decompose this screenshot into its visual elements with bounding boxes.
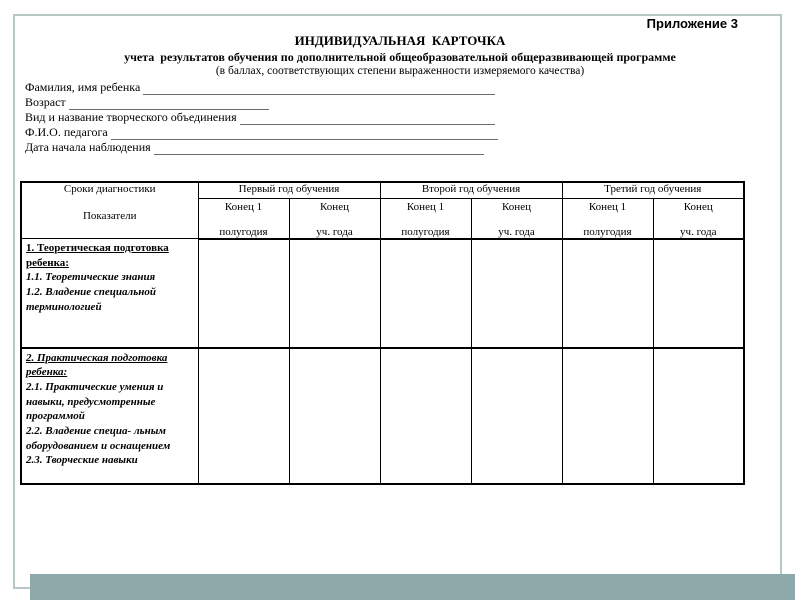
table-row-practical xyxy=(21,348,744,484)
year-3-header: Третий год обучения xyxy=(562,182,744,198)
field-label-start-date: Дата начала наблюдения xyxy=(25,140,151,154)
score-cell xyxy=(198,239,289,348)
card-subtitle: учета результатов обучения по дополнительной общеобразовательной общеразвивающей программе xyxy=(124,50,676,64)
field-row-age xyxy=(25,95,498,110)
header-fields xyxy=(25,80,498,155)
field-label-child-name: Фамилия, имя ребенка xyxy=(25,80,141,94)
diagnostics-table xyxy=(20,181,745,485)
corner-header-cell xyxy=(21,182,198,239)
fill-in-line-teacher xyxy=(111,127,498,140)
year-header-row xyxy=(21,182,744,198)
fill-in-line-age xyxy=(69,97,269,110)
fill-in-line-start-date xyxy=(154,142,484,155)
year2-half-header xyxy=(380,198,471,239)
period-label: уч. года xyxy=(316,225,353,238)
score-cell xyxy=(562,239,653,348)
period-label: полугодия xyxy=(219,225,268,238)
indicator-item: 1.1. Теоретические знания xyxy=(26,271,156,284)
score-cell xyxy=(653,239,744,348)
score-cell xyxy=(289,239,380,348)
table-row-theoretical xyxy=(21,239,744,348)
year-1-header: Первый год обучения xyxy=(198,182,380,198)
score-cell xyxy=(380,239,471,348)
year2-end-header xyxy=(471,198,562,239)
corner-header-indicators: Показатели xyxy=(82,210,137,222)
indicator-cell-practical xyxy=(21,348,198,484)
score-cell xyxy=(562,348,653,484)
field-row-association xyxy=(25,110,498,125)
score-cell xyxy=(380,348,471,484)
period-label: Конец 1 xyxy=(406,200,445,213)
indicator-item: 1.2. Владение специальной терминологией xyxy=(26,286,156,313)
indicator-cell-theoretical xyxy=(21,239,198,348)
period-label: Конец xyxy=(320,200,349,213)
year1-half-header xyxy=(198,198,289,239)
score-cell xyxy=(289,348,380,484)
field-row-teacher xyxy=(25,125,498,140)
period-label: уч. года xyxy=(498,225,535,238)
appendix-label: Приложение 3 xyxy=(646,16,738,31)
year3-half-header xyxy=(562,198,653,239)
period-label: уч. года xyxy=(680,225,717,238)
field-label-teacher: Ф.И.О. педагога xyxy=(25,125,108,139)
score-cell xyxy=(653,348,744,484)
period-label: Конец xyxy=(683,200,713,213)
score-cell xyxy=(198,348,289,484)
card-title: ИНДИВИДУАЛЬНАЯ КАРТОЧКА xyxy=(294,33,506,48)
indicator-item: 2.2. Владение специа- льным оборудованием и оснащением xyxy=(26,425,171,452)
period-label: Конец 1 xyxy=(588,200,627,213)
year1-end-header xyxy=(289,198,380,239)
fill-in-line-child-name xyxy=(143,82,495,95)
period-label: полугодия xyxy=(583,225,632,238)
field-row-child-name xyxy=(25,80,498,95)
period-label: Конец 1 xyxy=(224,200,263,213)
year-2-header: Второй год обучения xyxy=(380,182,562,198)
corner-header-terms: Сроки диагностики xyxy=(63,183,156,195)
fill-in-line-association xyxy=(240,112,495,125)
indicator-item: 2.1. Практические умения и навыки, предусмотренные программой xyxy=(26,380,164,423)
section-heading: 2. Практическая подготовка ребенка: xyxy=(26,351,168,379)
period-label: Конец xyxy=(502,200,531,213)
score-cell xyxy=(471,348,562,484)
section-heading: 1. Теоретическая подготовка ребенка: xyxy=(26,242,169,269)
field-label-age: Возраст xyxy=(25,95,66,109)
field-label-association: Вид и название творческого объединения xyxy=(25,110,237,124)
field-row-start-date xyxy=(25,140,498,155)
scoring-note: (в баллах, соответствующих степени выраженности измеряемого качества) xyxy=(215,65,585,77)
year3-end-header xyxy=(653,198,744,239)
score-cell xyxy=(471,239,562,348)
indicator-item: 2.3. Творческие навыки xyxy=(26,454,138,467)
slide-footer-band xyxy=(30,574,795,600)
period-label: полугодия xyxy=(401,225,450,238)
